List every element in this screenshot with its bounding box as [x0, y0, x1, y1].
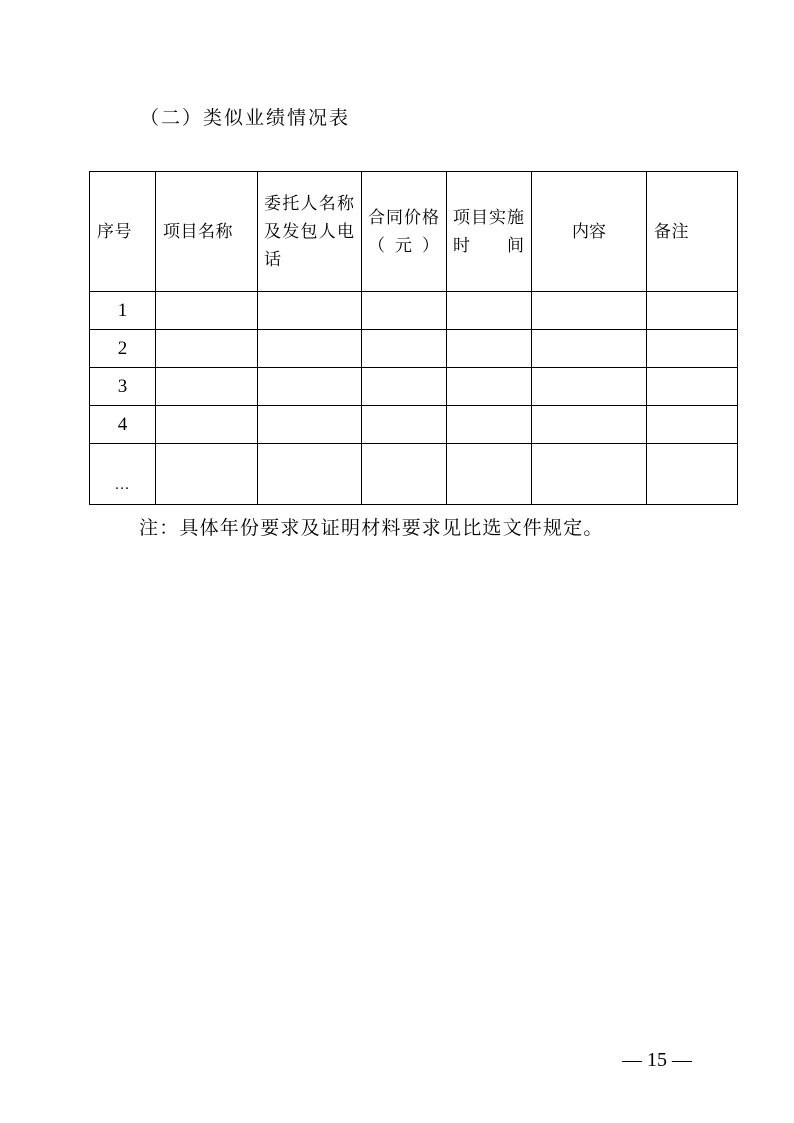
cell-content	[532, 444, 647, 505]
cell-remarks	[647, 444, 738, 505]
header-client-contact: 委托人名称及发包人电话	[258, 172, 362, 292]
cell-implementation-time	[447, 444, 532, 505]
cell-client-contact	[258, 368, 362, 406]
cell-contract-price	[362, 368, 447, 406]
performance-table	[89, 171, 738, 505]
header-contract-price: 合同价格（元）	[362, 172, 447, 292]
cell-remarks	[647, 368, 738, 406]
header-implementation-time: 项目实施时间	[447, 172, 532, 292]
cell-content	[532, 330, 647, 368]
row-seq: 2	[90, 330, 156, 368]
row-seq	[90, 444, 156, 505]
cell-content	[532, 406, 647, 444]
row-seq: 4	[90, 406, 156, 444]
cell-contract-price	[362, 444, 447, 505]
ellipsis-marker: …	[114, 477, 131, 493]
table-row	[90, 406, 738, 444]
cell-remarks	[647, 406, 738, 444]
cell-content	[532, 292, 647, 330]
section-title: （二）类似业绩情况表	[140, 107, 351, 129]
table-row	[90, 444, 738, 505]
row-seq: 3	[90, 368, 156, 406]
row-seq: 1	[90, 292, 156, 330]
cell-project-name	[156, 330, 258, 368]
cell-implementation-time	[447, 368, 532, 406]
cell-project-name	[156, 406, 258, 444]
cell-implementation-time	[447, 406, 532, 444]
header-remarks: 备注	[647, 172, 738, 292]
table-row	[90, 368, 738, 406]
cell-client-contact	[258, 330, 362, 368]
cell-remarks	[647, 330, 738, 368]
header-content: 内容	[532, 172, 647, 292]
cell-project-name	[156, 292, 258, 330]
table-row	[90, 330, 738, 368]
cell-implementation-time	[447, 330, 532, 368]
header-seq: 序号	[90, 172, 156, 292]
cell-contract-price	[362, 292, 447, 330]
cell-project-name	[156, 368, 258, 406]
cell-client-contact	[258, 406, 362, 444]
cell-client-contact	[258, 444, 362, 505]
table-note: 注：具体年份要求及证明材料要求见比选文件规定。	[139, 517, 604, 539]
cell-client-contact	[258, 292, 362, 330]
cell-content	[532, 368, 647, 406]
cell-remarks	[647, 292, 738, 330]
header-project-name: 项目名称	[156, 172, 258, 292]
cell-project-name	[156, 444, 258, 505]
table-row	[90, 292, 738, 330]
cell-contract-price	[362, 330, 447, 368]
page-number: — 15 —	[622, 1049, 692, 1071]
cell-implementation-time	[447, 292, 532, 330]
table-header-row	[90, 172, 738, 292]
cell-contract-price	[362, 406, 447, 444]
